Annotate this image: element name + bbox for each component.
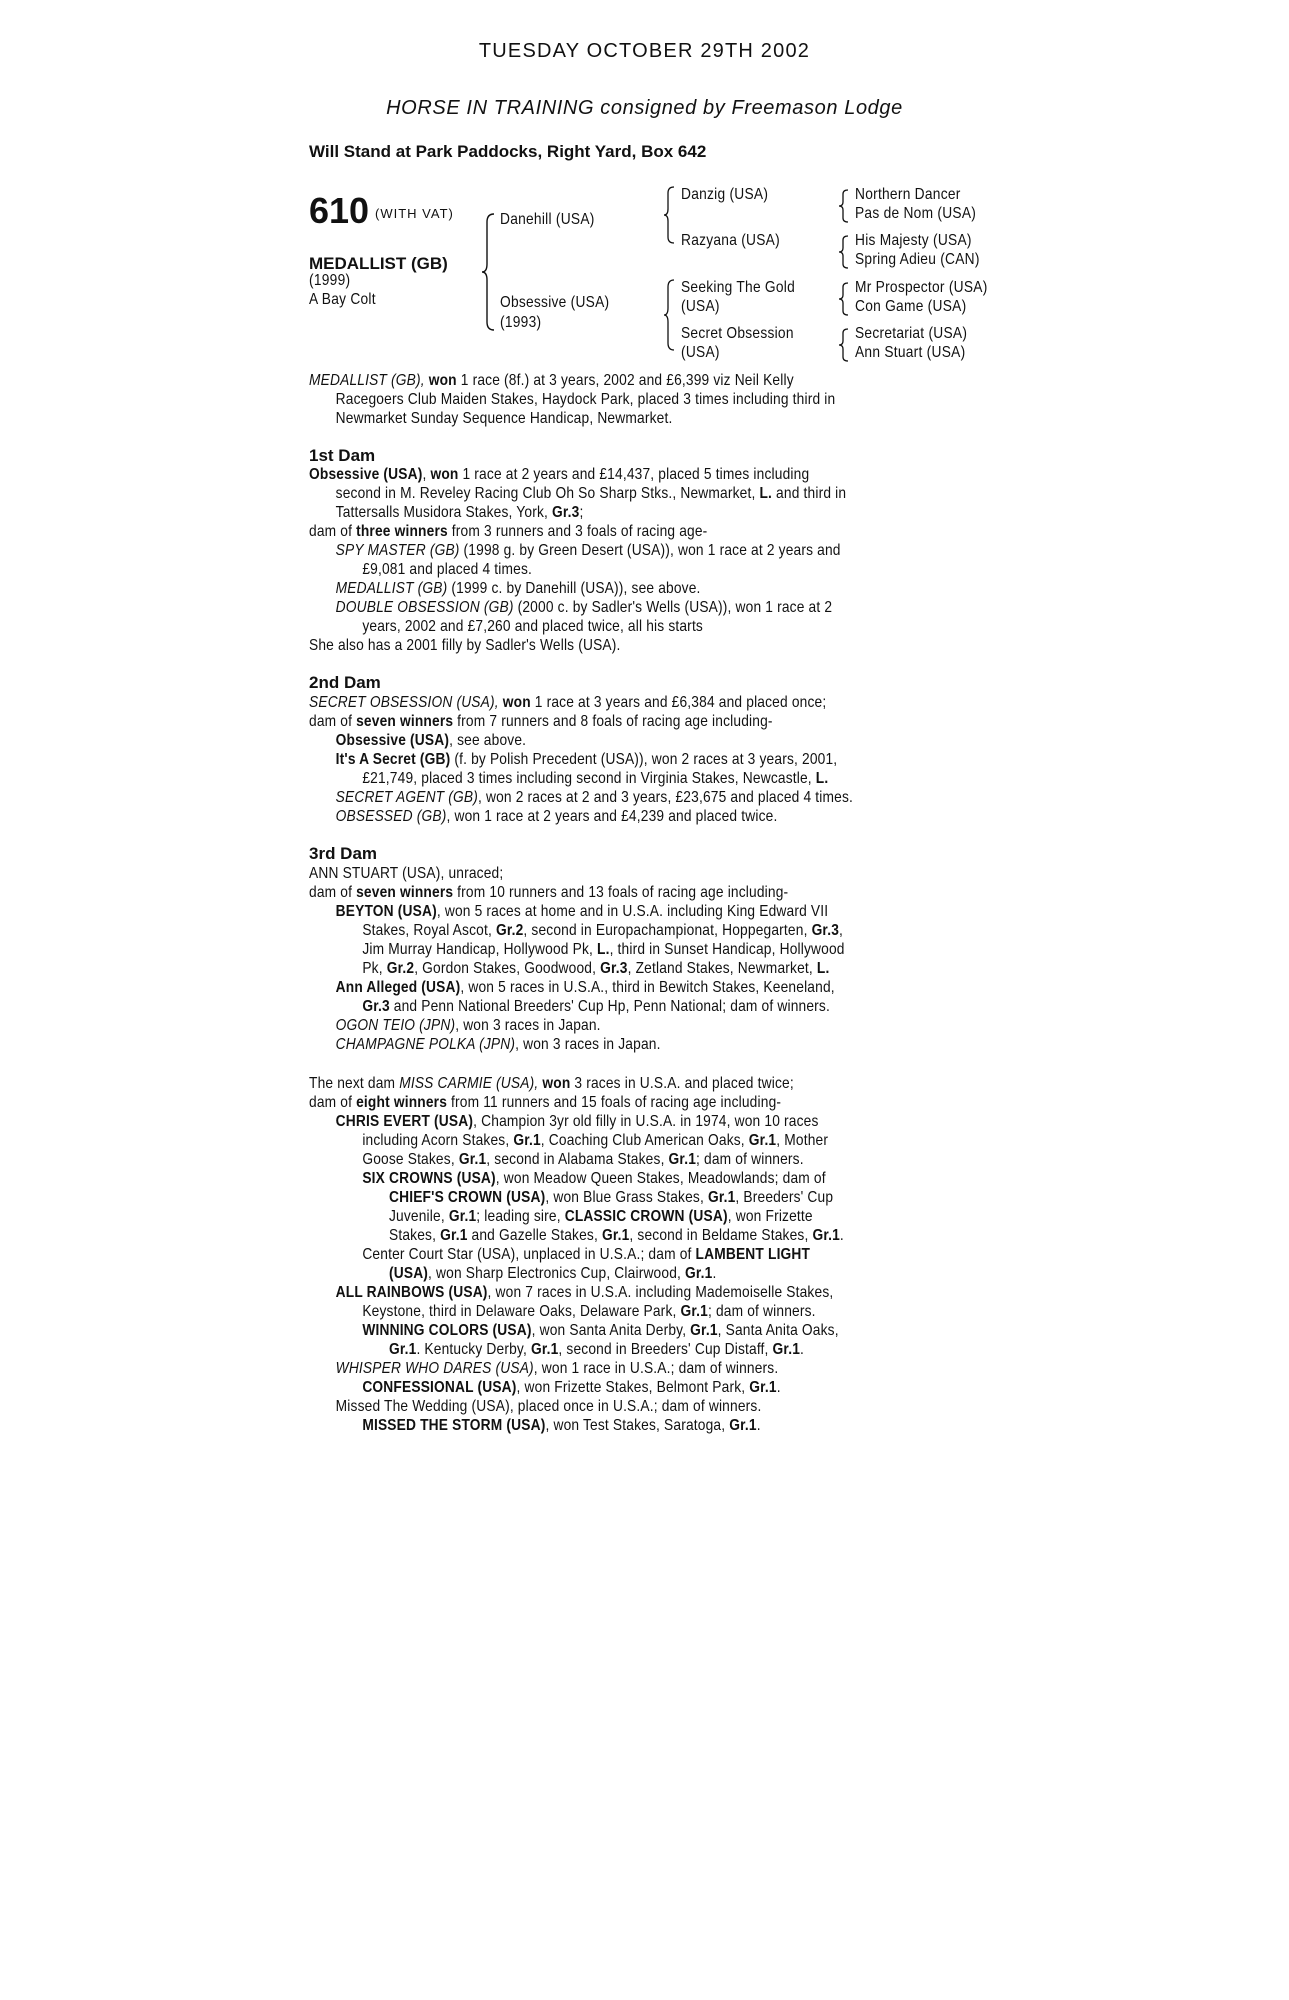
text: 3 races in U.S.A. and placed twice; bbox=[570, 1075, 794, 1092]
grade-label: Gr.2 bbox=[495, 922, 524, 939]
vat-note: (WITH VAT) bbox=[375, 206, 454, 221]
stand-location: Will Stand at Park Paddocks, Right Yard, Box 642 bbox=[309, 142, 707, 161]
produce-name: LAMBENT LIGHT bbox=[695, 1246, 811, 1263]
text: (f. by Polish Precedent (USA)), won 2 races at 3 years, 2001, bbox=[450, 751, 838, 768]
pedigree-sire-sire: Danzig (USA) bbox=[681, 186, 769, 203]
pedigree-brace-ss bbox=[838, 188, 850, 224]
first-dam-heading: 1st Dam bbox=[309, 446, 376, 465]
text: , Santa Anita Oaks, bbox=[717, 1322, 839, 1339]
horse-name: MEDALLIST (GB) bbox=[309, 254, 448, 273]
pedigree-sds: His Majesty (USA) bbox=[855, 232, 972, 249]
produce-name: MEDALLIST (GB) bbox=[335, 580, 448, 597]
dam-name: MISS CARMIE (USA), bbox=[399, 1075, 539, 1092]
text: , bbox=[839, 922, 844, 939]
consignment-title: HORSE IN TRAINING consigned by Freemason Lodge bbox=[386, 97, 903, 119]
text: including Acorn Stakes, bbox=[362, 1132, 514, 1149]
text: , Mother bbox=[776, 1132, 829, 1149]
grade-label: Gr.1 bbox=[748, 1132, 777, 1149]
text: Keystone, third in Delaware Oaks, Delaware Park, bbox=[362, 1303, 681, 1320]
produce-name: CHRIS EVERT (USA) bbox=[335, 1113, 474, 1130]
winners-count: seven winners bbox=[356, 884, 454, 901]
text: , won Frizette Stakes, Belmont Park, bbox=[516, 1379, 750, 1396]
text: and Penn National Breeders' Cup Hp, Penn National; dam of winners. bbox=[389, 998, 830, 1015]
grade-label: L. bbox=[759, 485, 773, 502]
grade-label: Gr.1 bbox=[680, 1303, 708, 1320]
text: , third in Sunset Handicap, Hollywood bbox=[609, 941, 845, 958]
text: , Breeders' Cup bbox=[735, 1189, 834, 1206]
text: from 7 runners and 8 foals of racing age including- bbox=[453, 713, 773, 730]
pedigree-sdd: Spring Adieu (CAN) bbox=[855, 251, 980, 268]
text: , won Test Stakes, Saratoga, bbox=[545, 1417, 730, 1434]
third-dam-heading: 3rd Dam bbox=[309, 844, 378, 863]
winners-count: three winners bbox=[356, 523, 448, 540]
pedigree-brace-dd bbox=[838, 327, 850, 363]
grade-label: L. bbox=[816, 960, 830, 977]
text: ; bbox=[579, 504, 584, 521]
produce-name: OBSESSED (GB) bbox=[335, 808, 447, 825]
grade-label: Gr.1 bbox=[458, 1151, 487, 1168]
text: 1 race at 3 years and £6,384 and placed once; bbox=[530, 694, 827, 711]
pedigree-dam-dam-country: (USA) bbox=[681, 344, 720, 361]
grade-label: Gr.1 bbox=[707, 1189, 736, 1206]
produce-name: CLASSIC CROWN (USA) bbox=[564, 1208, 728, 1225]
produce-name: SECRET AGENT (GB) bbox=[335, 789, 478, 806]
text: Pk, bbox=[362, 960, 387, 977]
text: 1 race at 2 years and £14,437, placed 5 times including bbox=[458, 466, 810, 483]
horse-description: A Bay Colt bbox=[309, 291, 376, 308]
grade-label: Gr.1 bbox=[749, 1379, 777, 1396]
text: Stakes, bbox=[388, 1227, 441, 1244]
produce-name: Ann Alleged (USA) bbox=[335, 979, 461, 996]
pedigree-sire-dam: Razyana (USA) bbox=[681, 232, 780, 249]
text: , won 2 races at 2 and 3 years, £23,675 and placed 4 times. bbox=[477, 789, 854, 806]
grade-label: Gr.3 bbox=[600, 960, 628, 977]
produce-name: Obsessive (USA) bbox=[335, 732, 450, 749]
text: Goose Stakes, bbox=[362, 1151, 459, 1168]
pedigree-ssd: Pas de Nom (USA) bbox=[855, 205, 977, 222]
text: , won 7 races in U.S.A. including Mademoiselle Stakes, bbox=[487, 1284, 834, 1301]
pedigree-dds: Secretariat (USA) bbox=[855, 325, 968, 342]
grade-label: Gr.1 bbox=[729, 1417, 757, 1434]
text: , bbox=[422, 466, 431, 483]
produce-name: CHAMPAGNE POLKA (JPN) bbox=[335, 1036, 516, 1053]
grade-label: Gr.1 bbox=[388, 1341, 417, 1358]
text: ; leading sire, bbox=[476, 1208, 565, 1225]
dam-name: Obsessive (USA) bbox=[309, 466, 423, 483]
produce-name: SIX CROWNS (USA) bbox=[362, 1170, 496, 1187]
dam-name: SECRET OBSESSION (USA), bbox=[309, 694, 499, 711]
grade-label: Gr.1 bbox=[513, 1132, 541, 1149]
text: from 11 runners and 15 foals of racing age including- bbox=[447, 1094, 782, 1111]
won-label: won bbox=[424, 372, 457, 389]
text: , won 5 races at home and in U.S.A. including King Edward VII bbox=[436, 903, 829, 920]
pedigree-dam-sire-country: (USA) bbox=[681, 298, 720, 315]
horse-year: (1999) bbox=[309, 272, 351, 289]
text: dam of bbox=[309, 523, 357, 540]
text: She also has a 2001 filly by Sadler's Wells (USA). bbox=[309, 637, 621, 654]
text: , second in Beldame Stakes, bbox=[629, 1227, 813, 1244]
text: Stakes, Royal Ascot, bbox=[362, 922, 496, 939]
pedigree-sss: Northern Dancer bbox=[855, 186, 961, 203]
next-dam-section bbox=[309, 1074, 981, 1435]
produce-name: ALL RAINBOWS (USA) bbox=[335, 1284, 488, 1301]
text: , won 1 race in U.S.A.; dam of winners. bbox=[533, 1360, 779, 1377]
text: years, 2002 and £7,260 and placed twice, all his starts bbox=[362, 618, 703, 635]
text: , won 3 races in Japan. bbox=[455, 1017, 601, 1034]
pedigree-dsd: Con Game (USA) bbox=[855, 298, 967, 315]
grade-label: Gr.1 bbox=[685, 1265, 713, 1282]
horse-record bbox=[309, 371, 981, 428]
text: , see above. bbox=[449, 732, 527, 749]
won-label: won bbox=[498, 694, 531, 711]
winners-count: eight winners bbox=[356, 1094, 448, 1111]
text: (2000 c. by Sadler's Wells (USA)), won 1 race at 2 bbox=[513, 599, 833, 616]
text: from 3 runners and 3 foals of racing age- bbox=[447, 523, 708, 540]
horse-name-italic: MEDALLIST (GB), bbox=[309, 372, 425, 389]
text: (1998 g. by Green Desert (USA)), won 1 race at 2 years and bbox=[459, 542, 841, 559]
text: . bbox=[839, 1227, 844, 1244]
text: Missed The Wedding (USA), placed once in U.S.A.; dam of winners. bbox=[335, 1398, 762, 1415]
pedigree-dam-sire: Seeking The Gold bbox=[681, 279, 796, 296]
pedigree-ddd: Ann Stuart (USA) bbox=[855, 344, 966, 361]
pedigree-sire: Danehill (USA) bbox=[500, 211, 595, 228]
pedigree-brace-sd bbox=[838, 234, 850, 270]
grade-label: Gr.1 bbox=[448, 1208, 477, 1225]
second-dam-heading: 2nd Dam bbox=[309, 673, 381, 692]
record-text: 1 race (8f.) at 3 years, 2002 and £6,399 viz Neil Kelly bbox=[456, 372, 794, 389]
grade-label: L. bbox=[815, 770, 829, 787]
text: second in M. Reveley Racing Club Oh So Sharp Stks., Newmarket, bbox=[335, 485, 760, 502]
text: . bbox=[712, 1265, 717, 1282]
text: and Gazelle Stakes, bbox=[467, 1227, 602, 1244]
text: from 10 runners and 13 foals of racing age including- bbox=[453, 884, 789, 901]
text: (1999 c. by Danehill (USA)), see above. bbox=[447, 580, 701, 597]
text: Tattersalls Musidora Stakes, York, bbox=[335, 504, 553, 521]
produce-name: OGON TEIO (JPN) bbox=[335, 1017, 456, 1034]
text: ; dam of winners. bbox=[707, 1303, 816, 1320]
produce-name: It's A Secret (GB) bbox=[335, 751, 451, 768]
record-line: Racegoers Club Maiden Stakes, Haydock Park, placed 3 times including third in bbox=[335, 391, 836, 408]
pedigree-dss: Mr Prospector (USA) bbox=[855, 279, 988, 296]
text: dam of bbox=[309, 713, 357, 730]
second-dam-section bbox=[309, 693, 981, 826]
grade-label: Gr.1 bbox=[440, 1227, 468, 1244]
grade-label: L. bbox=[596, 941, 610, 958]
winners-count: seven winners bbox=[356, 713, 454, 730]
pedigree-dam-dam: Secret Obsession bbox=[681, 325, 794, 342]
pedigree-brace-sire bbox=[663, 185, 677, 245]
grade-label: Gr.1 bbox=[812, 1227, 840, 1244]
record-line: Newmarket Sunday Sequence Handicap, Newmarket. bbox=[335, 410, 673, 427]
text: , won Meadow Queen Stakes, Meadowlands; dam of bbox=[495, 1170, 826, 1187]
grade-label: Gr.1 bbox=[530, 1341, 559, 1358]
won-label: won bbox=[538, 1075, 571, 1092]
text: The next dam bbox=[309, 1075, 400, 1092]
text: , won Santa Anita Derby, bbox=[531, 1322, 691, 1339]
sale-date: TUESDAY OCTOBER 29TH 2002 bbox=[478, 40, 811, 62]
pedigree-dam-year: (1993) bbox=[500, 314, 542, 331]
grade-label: Gr.1 bbox=[601, 1227, 630, 1244]
pedigree-brace-ds bbox=[838, 281, 850, 317]
dam-name: ANN STUART (USA), unraced; bbox=[309, 865, 504, 882]
text: £21,749, placed 3 times including second in Virginia Stakes, Newcastle, bbox=[362, 770, 816, 787]
text: ; dam of winners. bbox=[696, 1151, 804, 1168]
produce-name: CONFESSIONAL (USA) bbox=[362, 1379, 517, 1396]
text: . Kentucky Derby, bbox=[416, 1341, 531, 1358]
pedigree-dam: Obsessive (USA) bbox=[500, 294, 610, 311]
grade-label: Gr.1 bbox=[690, 1322, 718, 1339]
pedigree-brace-main bbox=[480, 212, 500, 332]
produce-name: WINNING COLORS (USA) bbox=[362, 1322, 532, 1339]
text: , second in Europachampionat, Hoppegarten, bbox=[523, 922, 812, 939]
text: , won 3 races in Japan. bbox=[515, 1036, 661, 1053]
text: , won Frizette bbox=[727, 1208, 813, 1225]
first-dam-section bbox=[309, 465, 981, 655]
produce-name: WHISPER WHO DARES (USA) bbox=[335, 1360, 534, 1377]
pedigree-brace-dam bbox=[663, 278, 677, 352]
produce-name: DOUBLE OBSESSION (GB) bbox=[335, 599, 514, 616]
won-label: won bbox=[430, 466, 459, 483]
text: . bbox=[800, 1341, 805, 1358]
grade-label: Gr.1 bbox=[668, 1151, 697, 1168]
text: , Zetland Stakes, Newmarket, bbox=[627, 960, 817, 977]
text: dam of bbox=[309, 884, 357, 901]
text: Center Court Star (USA), unplaced in U.S.A.; dam of bbox=[362, 1246, 696, 1263]
text: Juvenile, bbox=[388, 1208, 449, 1225]
grade-label: Gr.3 bbox=[811, 922, 840, 939]
text: , Gordon Stakes, Goodwood, bbox=[414, 960, 601, 977]
third-dam-section bbox=[309, 864, 981, 1054]
text: , won Sharp Electronics Cup, Clairwood, bbox=[428, 1265, 686, 1282]
text: . bbox=[776, 1379, 781, 1396]
produce-name: SPY MASTER (GB) bbox=[335, 542, 460, 559]
text: and third in bbox=[772, 485, 847, 502]
text: dam of bbox=[309, 1094, 357, 1111]
produce-name: MISSED THE STORM (USA) bbox=[362, 1417, 546, 1434]
text: . bbox=[756, 1417, 761, 1434]
text: , second in Alabama Stakes, bbox=[486, 1151, 669, 1168]
text: , Coaching Club American Oaks, bbox=[540, 1132, 749, 1149]
text: , second in Breeders' Cup Distaff, bbox=[558, 1341, 773, 1358]
produce-name: (USA) bbox=[388, 1265, 429, 1282]
grade-label: Gr.2 bbox=[386, 960, 415, 977]
grade-label: Gr.1 bbox=[772, 1341, 801, 1358]
text: , won 1 race at 2 years and £4,239 and placed twice. bbox=[446, 808, 778, 825]
produce-name: CHIEF'S CROWN (USA) bbox=[388, 1189, 546, 1206]
grade-label: Gr.3 bbox=[362, 998, 390, 1015]
text: , won Blue Grass Stakes, bbox=[545, 1189, 708, 1206]
grade-label: Gr.3 bbox=[552, 504, 580, 521]
lot-number: 610 bbox=[309, 190, 370, 231]
text: £9,081 and placed 4 times. bbox=[362, 561, 533, 578]
text: , won 5 races in U.S.A., third in Bewitch Stakes, Keeneland, bbox=[460, 979, 835, 996]
produce-name: BEYTON (USA) bbox=[335, 903, 437, 920]
text: Jim Murray Handicap, Hollywood Pk, bbox=[362, 941, 597, 958]
text: , Champion 3yr old filly in U.S.A. in 1974, won 10 races bbox=[473, 1113, 819, 1130]
